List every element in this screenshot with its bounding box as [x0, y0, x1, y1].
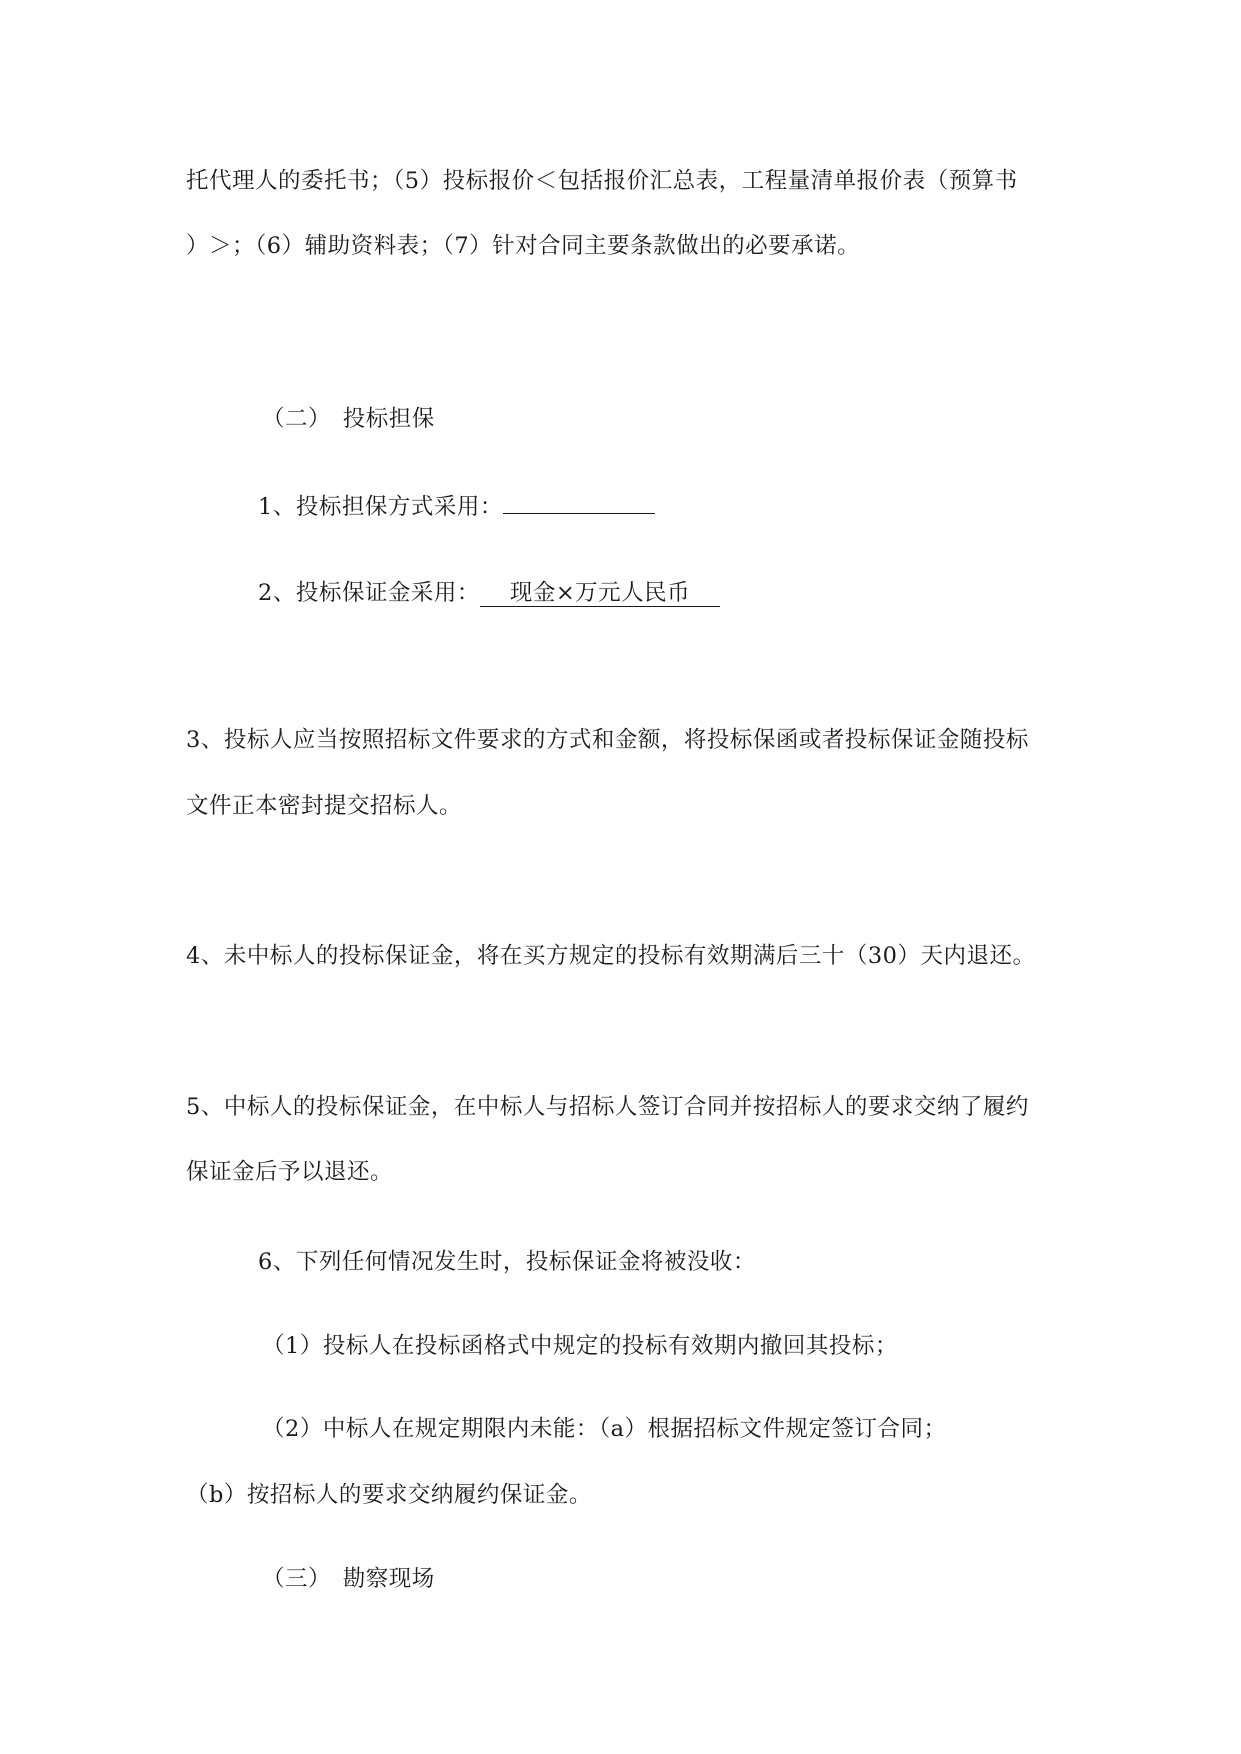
- paragraph-line: 5、中标人的投标保证金，在中标人与招标人签订合同并按招标人的要求交纳了履约: [186, 1094, 1029, 1120]
- section-heading: （三） 勘察现场: [262, 1566, 435, 1592]
- section-heading: （二） 投标担保: [262, 406, 435, 432]
- form-item: [258, 489, 655, 522]
- list-item: （1）投标人在投标函格式中规定的投标有效期内撤回其投标；: [262, 1333, 898, 1359]
- paragraph-line: ）＞；（6）辅助资料表；（7）针对合同主要条款做出的必要承诺。: [186, 233, 861, 259]
- paragraph-line: 文件正本密封提交招标人。: [186, 793, 463, 819]
- fill-in-value: 现金×万元人民币: [480, 580, 720, 607]
- paragraph-line: 保证金后予以退还。: [186, 1159, 394, 1185]
- fill-in-blank: [503, 489, 655, 514]
- paragraph-line: 6、下列任何情况发生时，投标保证金将被没收：: [258, 1249, 756, 1275]
- list-item: （2）中标人在规定期限内未能：（a）根据招标文件规定签订合同；: [262, 1416, 947, 1442]
- form-item: [258, 578, 720, 608]
- list-item-continuation: （b）按招标人的要求交纳履约保证金。: [186, 1482, 592, 1508]
- item-label: 1、投标担保方式采用：: [258, 494, 503, 520]
- item-label: 2、投标保证金采用：: [258, 580, 480, 606]
- paragraph-line: 4、未中标人的投标保证金，将在买方规定的投标有效期满后三十（30）天内退还。: [186, 943, 1036, 969]
- paragraph-line: 3、投标人应当按照招标文件要求的方式和金额，将投标保函或者投标保证金随投标: [186, 727, 1029, 753]
- paragraph-line: 托代理人的委托书；（5）投标报价＜包括报价汇总表，工程量清单报价表（预算书: [186, 168, 1018, 194]
